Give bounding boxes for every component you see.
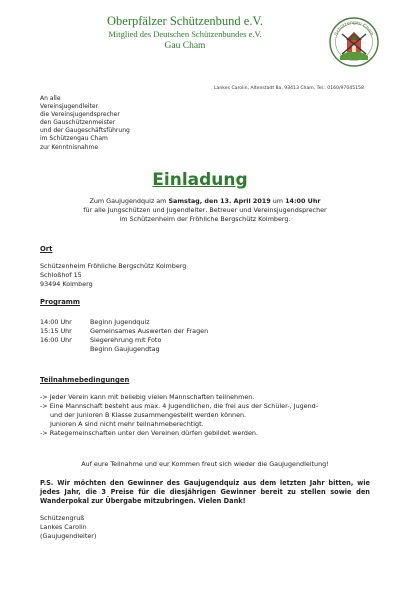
org-subtitle: Mitglied des Deutschen Schützenbundes e.V. xyxy=(108,29,262,39)
program-schedule xyxy=(40,318,208,354)
address-line: 93494 Kolmberg xyxy=(40,280,93,288)
intro-text: um xyxy=(270,197,286,205)
address-line: Schützenheim Fröhliche Bergschütz Kolmberg xyxy=(40,262,187,270)
section-heading-programm: Programm xyxy=(40,298,80,306)
closing-line: Auf eure Teilnahme und eur Kommen freut sich wieder die Gaujugendleitung! xyxy=(81,460,329,468)
club-logo-emblem xyxy=(328,16,380,68)
intro-line: im Schützenheim der Fröhliche Bergschütz Kolmberg. xyxy=(119,215,291,223)
schedule-time: 14:00 Uhr xyxy=(40,318,72,326)
schedule-item: Gemeinsames Auswerten der Fragen xyxy=(90,327,209,335)
schedule-time: 16:00 Uhr xyxy=(40,336,72,344)
schedule-time xyxy=(40,345,90,354)
participation-conditions xyxy=(40,393,380,438)
schedule-item: Beginn Gaujugendtag xyxy=(90,345,160,353)
intro-line: für alle Jungschützen und Jugendleiter, Betreuer und Vereinsjugendsprecher xyxy=(83,206,327,214)
recipient-line: und der Gaugeschäftsführung xyxy=(40,127,130,135)
letterhead xyxy=(60,14,310,52)
recipient-line: die Vereinsjugendsprecher xyxy=(40,111,120,119)
address-line: Schloßhof 15 xyxy=(40,271,82,279)
org-gau: Gau Cham xyxy=(164,41,206,51)
club-logo-icon xyxy=(328,16,380,68)
section-heading-ort: Ort xyxy=(40,245,53,253)
condition-line: und der Junioren B Klasse zusammengestellt werden können. xyxy=(50,411,247,419)
condition-line: -> Jeder Verein kann mit beliebig vielen Mannschaften teilnehmen. xyxy=(40,393,255,401)
recipient-line: Vereinsjugendleiter xyxy=(40,103,99,111)
signature-line: (Gaujugendleiter) xyxy=(40,532,97,540)
schedule-item: Siegerehrung mit Foto xyxy=(90,336,162,344)
recipient-line: im Schützengau Cham xyxy=(40,135,108,143)
org-name: Oberpfälzer Schützenbund e.V. xyxy=(107,14,263,28)
intro-text: Zum Gaujugendquiz am xyxy=(89,197,169,205)
document-title: Einladung xyxy=(152,170,248,190)
intro-paragraph xyxy=(40,197,370,224)
condition-line: Junioren A sind nicht mehr teilnahmeberechtigt. xyxy=(50,420,204,428)
schedule-time: 15:15 Uhr xyxy=(40,327,72,335)
schedule-row xyxy=(40,327,208,336)
signature-line: Schützengruß xyxy=(40,514,85,522)
schedule-row xyxy=(40,336,208,345)
sender-line: Lankes Carolin, Altenstadt 8a, 93413 Cham, Tel.: 0160/97045158 xyxy=(214,86,364,91)
condition-line: -> Rategemeinschaften unter den Vereinen dürfen gebildet werden. xyxy=(40,429,258,437)
event-date: Samstag, den 13. April 2019 xyxy=(168,197,271,205)
postscript: P.S. Wir möchten den Gewinner des Gaujugendquiz aus dem letzten Jahr bitten, wie jedes Jahr, die 3 Preise für die diesjährigen Gewinner bereit zu stellen sowie den Wanderpokal zur Übergabe mitzubringen. Vielen Dank! xyxy=(40,479,370,505)
signature-line: Lankes Carolin xyxy=(40,523,87,531)
recipient-line: zur Kenntnisnahme xyxy=(40,143,99,151)
schedule-item: Beginn Jugendquiz xyxy=(90,318,150,326)
section-heading-teilnahme: Teilnahmebedingungen xyxy=(40,376,130,384)
signature-block xyxy=(40,514,96,541)
recipient-block xyxy=(40,95,130,152)
recipient-line: den Gauschützenmeister xyxy=(40,119,116,127)
condition-line: -> Eine Mannschaft besteht aus max. 4 Jugendlichen, die frei aus der Schüler-, Jugend- xyxy=(40,402,319,410)
venue-address xyxy=(40,262,186,289)
schedule-row xyxy=(40,318,208,327)
logo-ring-text: Schützengau Cham xyxy=(333,19,375,37)
recipient-line: An alle xyxy=(40,95,61,102)
schedule-row xyxy=(40,345,208,354)
event-time: 14:00 Uhr xyxy=(285,197,321,205)
